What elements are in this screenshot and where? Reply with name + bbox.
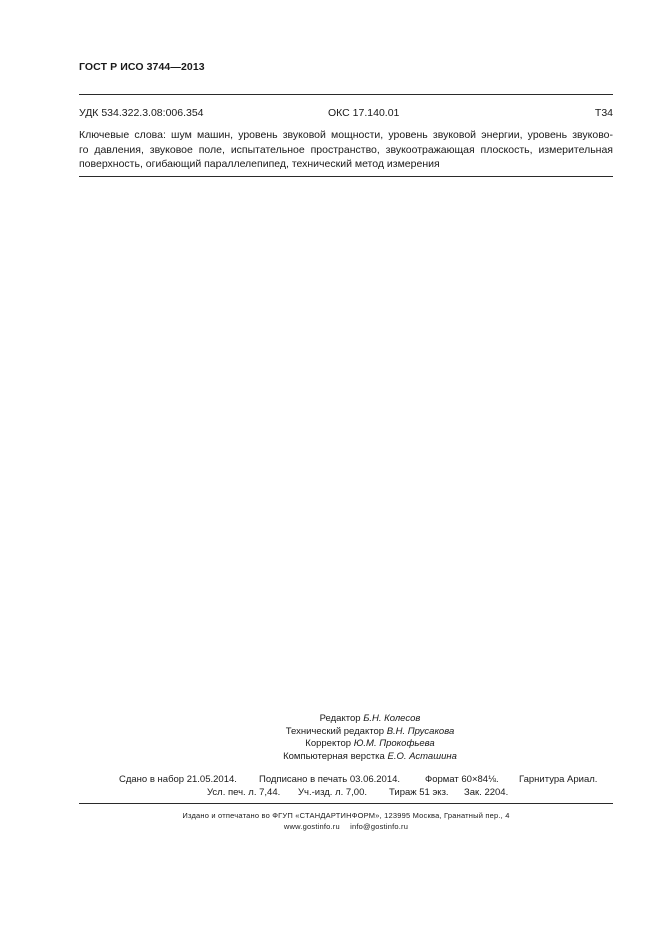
keywords-line: го давления, звуковое поле, испытательное пространство, звукоотражающая плоскость, измерительная: [79, 143, 613, 156]
print-imprint: [79, 773, 613, 799]
typeset-date: Сдано в набор 21.05.2014.: [119, 774, 237, 785]
classification-row: [79, 107, 613, 121]
header-divider: [79, 94, 613, 95]
udk-code: УДК 534.322.3.08:006.354: [79, 107, 204, 119]
corrector-label: Корректор: [305, 738, 352, 749]
tech-editor-label: Технический редактор: [285, 725, 385, 737]
layout-label: Компьютерная верстка: [283, 750, 385, 762]
keywords-line: поверхность, огибающий параллелепипед, технический метод измерения: [79, 158, 440, 170]
editor-name: Б.Н. Колесов: [363, 713, 421, 724]
typeface: Гарнитура Ариал.: [519, 774, 598, 785]
publisher-block: [79, 810, 613, 832]
email-link[interactable]: info@gostinfo.ru: [350, 822, 409, 831]
print-format: Формат 60×84⅛.: [425, 774, 499, 785]
oks-code: ОКС 17.140.01: [328, 107, 400, 119]
order-number: Зак. 2204.: [464, 787, 509, 798]
keywords-block: [79, 128, 613, 172]
keywords-divider: [79, 176, 613, 177]
imprint-divider: [79, 803, 613, 804]
imprint-line: [79, 773, 613, 786]
tech-editor-name: В.Н. Прусакова: [386, 725, 455, 737]
publisher-address: Издано и отпечатано во ФГУП «СТАНДАРТИНФОРМ», 123995 Москва, Гранатный пер., 4: [182, 811, 510, 820]
editor-line: [250, 713, 490, 726]
tech-editor-line: [250, 726, 490, 739]
imprint-line: [79, 786, 613, 799]
publishing-sheets: Уч.-изд. л. 7,00.: [298, 787, 368, 798]
print-sheets: Усл. печ. л. 7,44.: [207, 787, 281, 798]
layout-name: Е.О. Асташина: [387, 750, 457, 762]
category-code: Т34: [594, 107, 613, 119]
standard-code: ГОСТ Р ИСО 3744—2013: [79, 61, 205, 73]
keywords-line: Ключевые слова: шум машин, уровень звуковой мощности, уровень звуковой энергии, уровень звуково-: [79, 129, 613, 141]
signed-date: Подписано в печать 03.06.2014.: [259, 774, 401, 785]
corrector-line: [250, 738, 490, 751]
circulation: Тираж 51 экз.: [389, 787, 449, 798]
publisher-contacts: [79, 821, 613, 832]
layout-line: [250, 751, 490, 764]
website-link[interactable]: www.gostinfo.ru: [283, 822, 340, 831]
corrector-name: Ю.М. Прокофьева: [353, 738, 435, 749]
editor-label: Редактор: [319, 713, 361, 724]
editorial-staff: [250, 713, 490, 763]
